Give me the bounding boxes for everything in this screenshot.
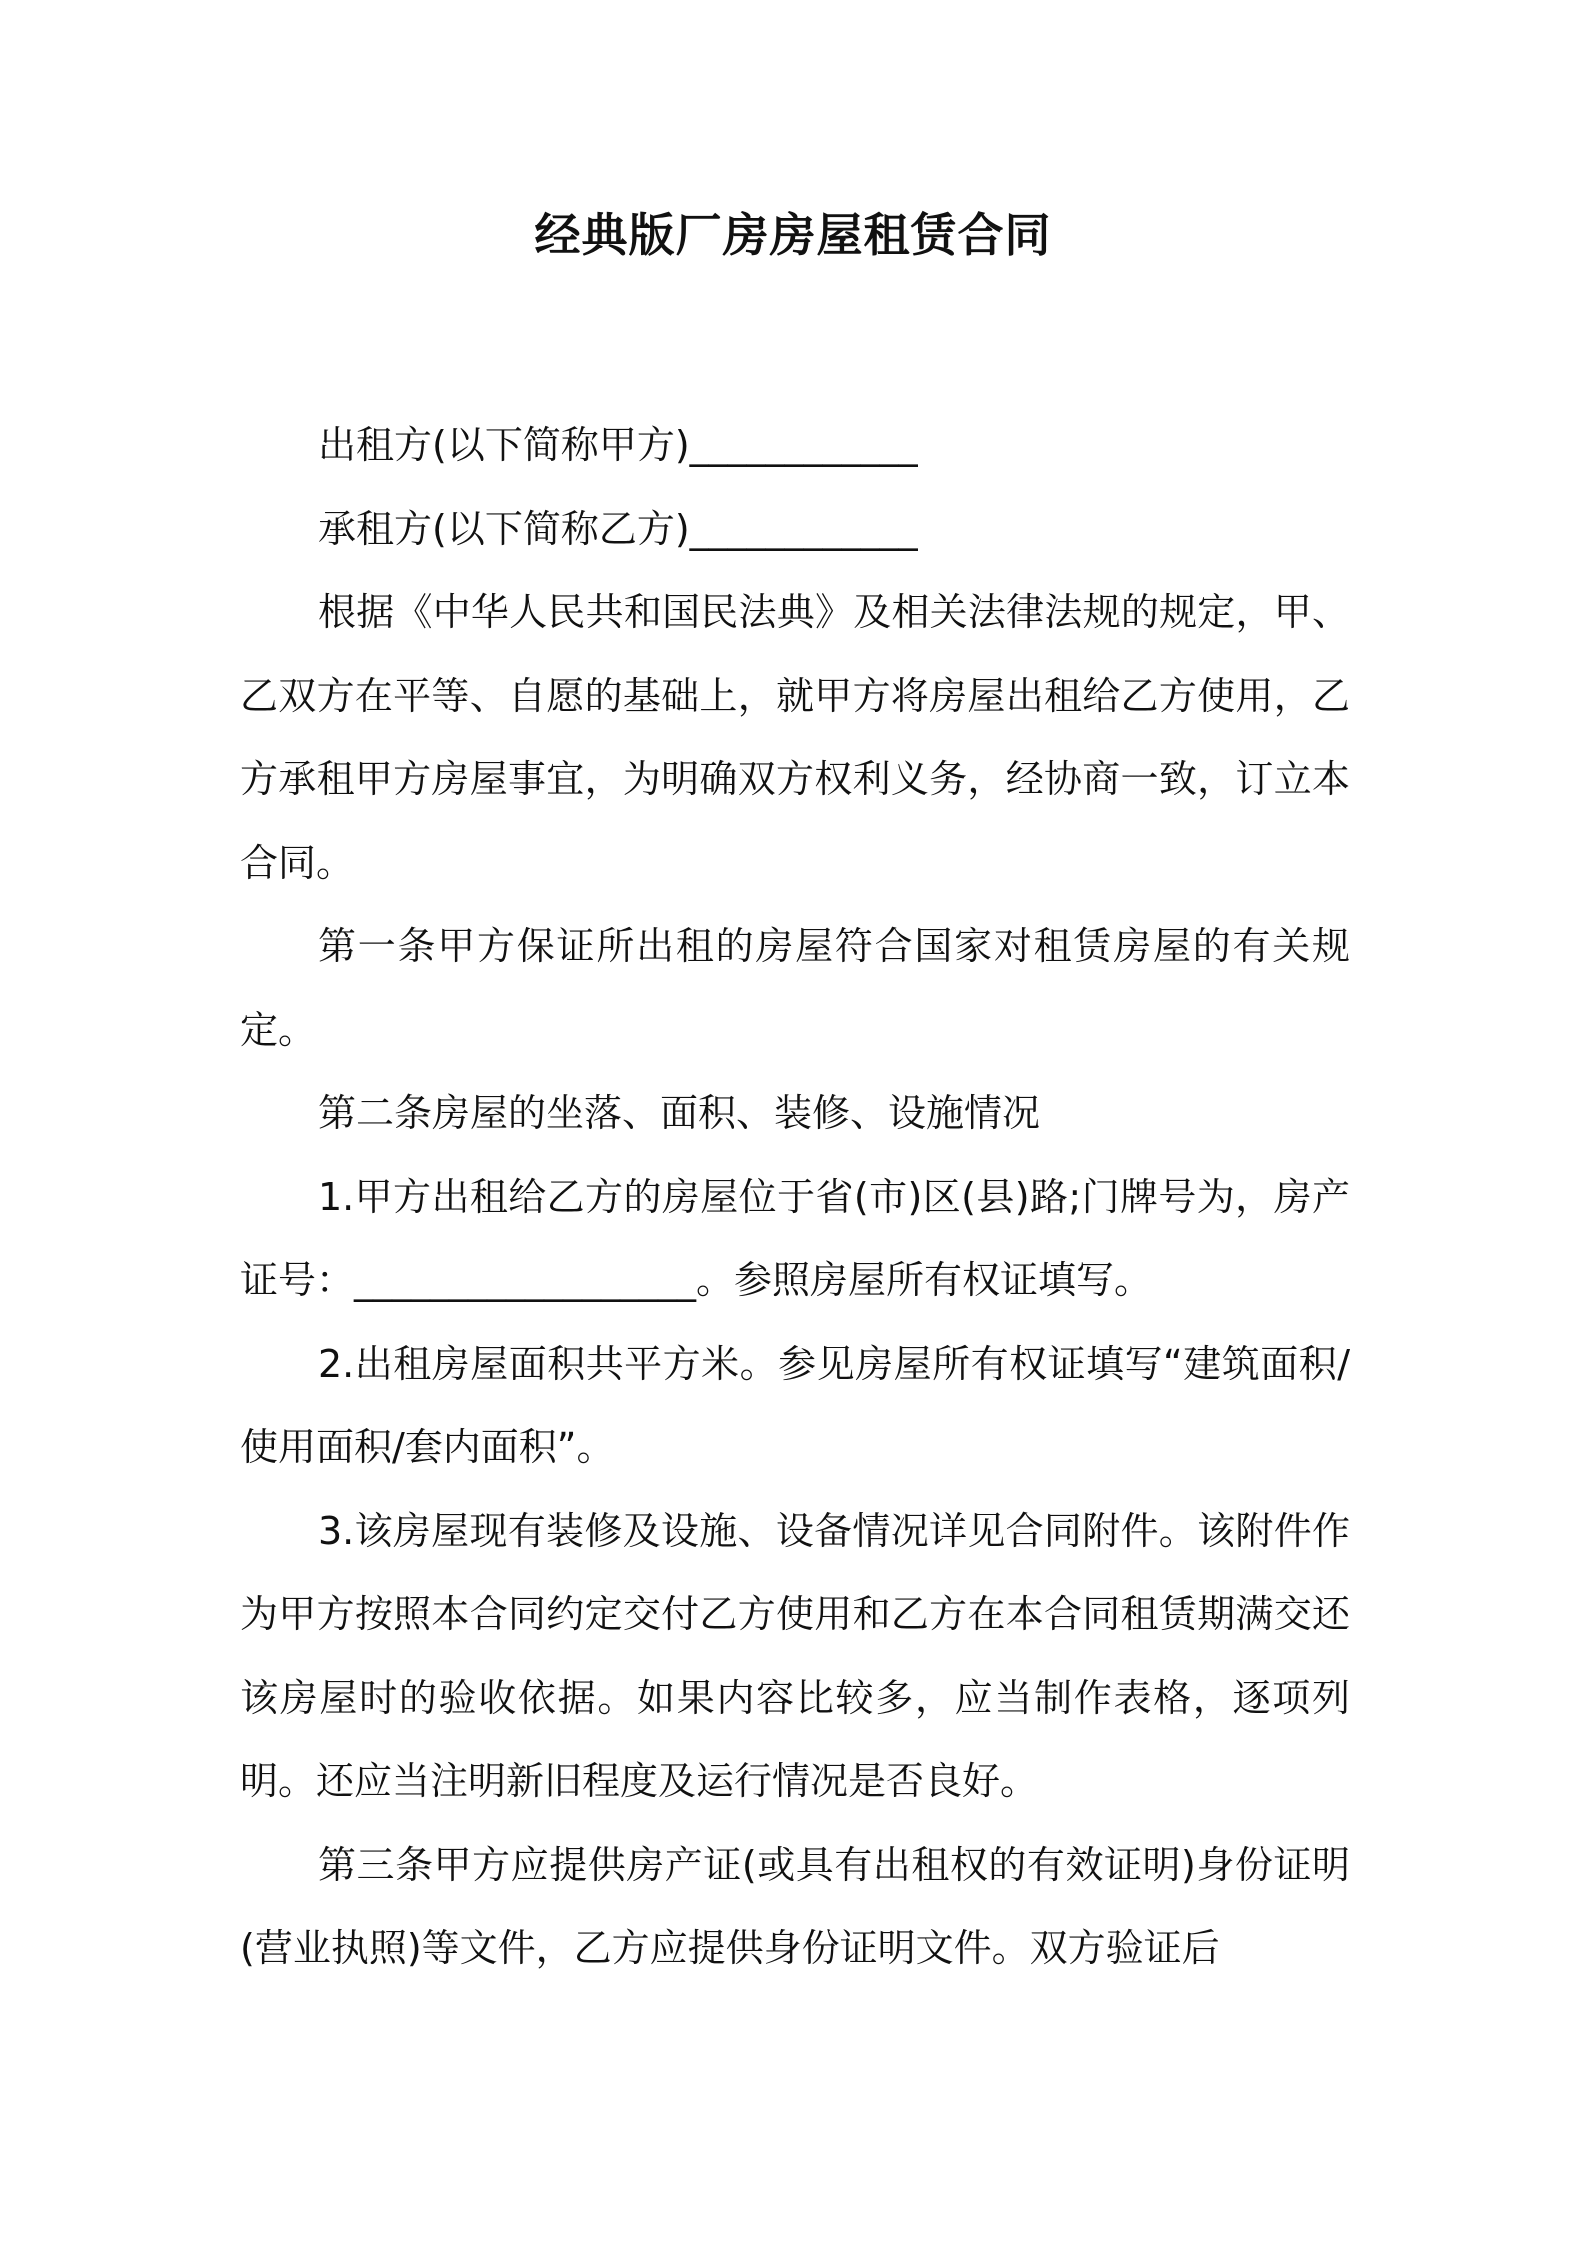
article-2-item-2: 2.出租房屋面积共平方米。参见房屋所有权证填写“建筑面积/使用面积/套内面积”。 xyxy=(240,1341,1350,1469)
document-body xyxy=(240,404,1350,1991)
document-title: 经典版厂房房屋租赁合同 xyxy=(534,208,1052,262)
preamble-paragraph: 根据《中华人民共和国民法典》及相关法律法规的规定，甲、乙双方在平等、自愿的基础上，就甲方将房屋出租给乙方使用，乙方承租甲方房屋事宜，为明确双方权利义务，经协商一致，订立本合同。 xyxy=(240,590,1350,885)
article-2-item-1: 1.甲方出租给乙方的房屋位于省(市)区(县)路;门牌号为，房产证号：__________________。参照房屋所有权证填写。 xyxy=(240,1174,1350,1302)
lessee-line: 承租方(以下简称乙方)____________ xyxy=(318,506,918,551)
article-1-paragraph: 第一条甲方保证所出租的房屋符合国家对租赁房屋的有关规定。 xyxy=(240,924,1350,1052)
article-2-heading: 第二条房屋的坐落、面积、装修、设施情况 xyxy=(318,1091,1041,1135)
article-3-paragraph: 第三条甲方应提供房产证(或具有出租权的有效证明)身份证明(营业执照)等文件，乙方应提供身份证明文件。双方验证后 xyxy=(240,1842,1350,1970)
lessor-line: 出租方(以下简称甲方)____________ xyxy=(318,423,918,467)
article-2-item-3: 3.该房屋现有装修及设施、设备情况详见合同附件。该附件作为甲方按照本合同约定交付乙方使用和乙方在本合同租赁期满交还该房屋时的验收依据。如果内容比较多，应当制作表格，逐项列明。还应当注明新旧程度及运行情况是否良好。 xyxy=(240,1508,1350,1803)
